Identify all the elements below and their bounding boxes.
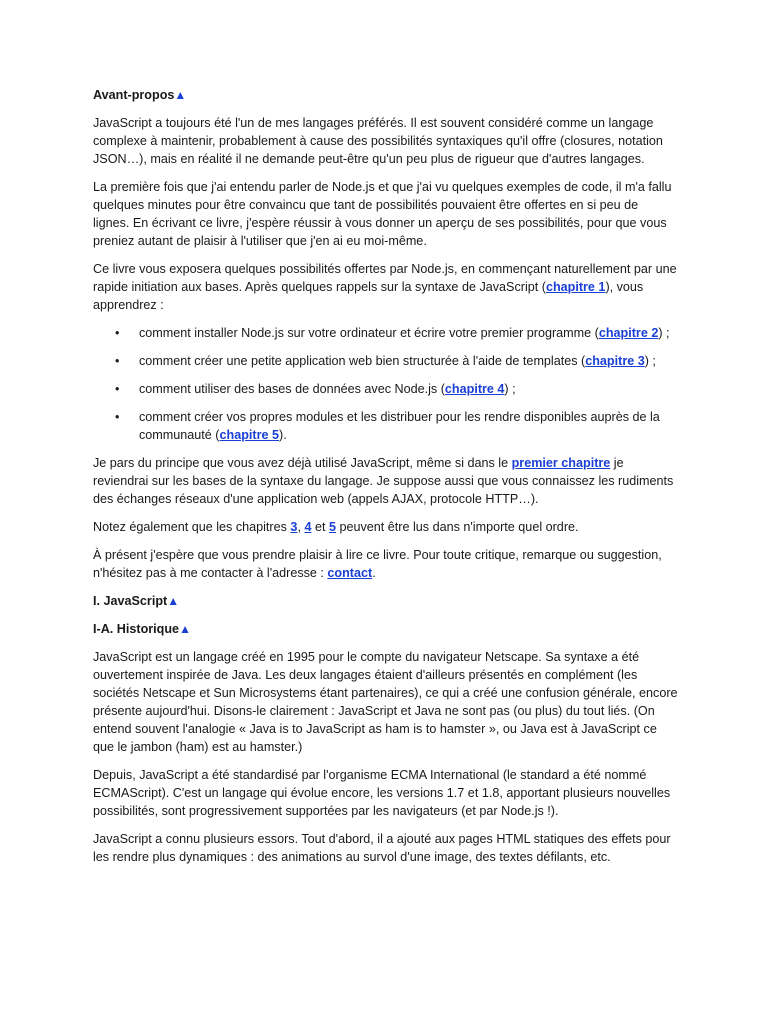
paragraph xyxy=(93,518,678,536)
bullet-icon: • xyxy=(115,354,120,368)
back-to-top-arrow-icon[interactable]: ▲ xyxy=(167,594,180,608)
list-item xyxy=(115,380,678,398)
bullet-icon: • xyxy=(115,326,120,340)
paragraph: Depuis, JavaScript a été standardisé par l'organisme ECMA International (le standard a été nommé ECMAScript). C'est un langage qui évolue encore, les versions 1.7 et 1.8, apportant plusieurs nouvelles possibilités, sont progressivement supportées par les navigateurs (et par Node.js !). xyxy=(93,768,671,818)
text: ), vous apprendrez : xyxy=(93,280,644,312)
heading-historique xyxy=(93,620,678,638)
link-chapitre-4[interactable]: chapitre 4 xyxy=(444,382,505,396)
text: peuvent être lus dans n'importe quel ordre. xyxy=(335,520,579,534)
text: ) ; xyxy=(658,326,670,340)
paragraph: JavaScript a toujours été l'un de mes langages préférés. Il est souvent considéré comme un langage complexe à maintenir, probablement à cause des possibilités syntaxiques qu'il offre (closures, notation JSON…), mais en réalité il ne demande peut-être qu'un peu plus de rigueur que d'autres langages. xyxy=(93,116,663,166)
link-chapitre-3[interactable]: chapitre 3 xyxy=(585,354,645,368)
text: Je pars du principe que vous avez déjà utilisé JavaScript, même si dans le xyxy=(93,456,512,470)
paragraph: JavaScript est un langage créé en 1995 pour le compte du navigateur Netscape. Sa syntaxe a été ouvertement inspirée de Java. Les deux langages étaient d'ailleurs présentés en complément (les sociétés Netscape et Sun Microsystems étant partenaires), ce qui a créé une confusion générale, encore présente aujourd'hui. Disons-le clairement : JavaScript et Java ne sont pas (ou plus) du tout liés. (On entend souvent l'analogie « Java is to JavaScript as ham is to hamster », ou Java est à JavaScript ce que le jambon (ham) est au hamster.) xyxy=(93,650,678,754)
text: , xyxy=(297,520,305,534)
text: ). xyxy=(279,428,287,442)
list-item xyxy=(115,352,678,370)
heading-text: I. JavaScript xyxy=(93,594,168,608)
text: Ce livre vous exposera quelques possibilités offertes par Node.js, en commençant naturellement par une rapide initiation aux bases. Après quelques rappels sur la syntaxe de JavaScript ( xyxy=(93,262,677,294)
heading-javascript xyxy=(93,592,678,610)
text: ) ; xyxy=(504,382,516,396)
list-item xyxy=(115,324,678,342)
link-chapitre-5[interactable]: chapitre 5 xyxy=(219,428,279,442)
link-chapitre-4-short[interactable]: 4 xyxy=(304,520,312,534)
paragraph: La première fois que j'ai entendu parler de Node.js et que j'ai vu quelques exemples de code, il m'a fallu quelques minutes pour être convaincu que tant de possibilités pouvaient être offertes en si peu de lignes. En écrivant ce livre, j'espère réussir à vous donner un aperçu de ses possibilités, pour que vous preniez autant de plaisir à l'utiliser que j'en ai eu moi-même. xyxy=(93,180,672,248)
text: comment créer vos propres modules et les distribuer pour les rendre disponibles auprès de la communauté ( xyxy=(139,410,660,442)
chapter-list xyxy=(93,324,678,444)
text: . xyxy=(372,566,376,580)
link-chapitre-5-short[interactable]: 5 xyxy=(328,520,336,534)
back-to-top-arrow-icon[interactable]: ▲ xyxy=(174,88,187,102)
text: je reviendrai sur les bases de la syntaxe du langage. Je suppose aussi que vous connaissez les rudiments des échanges réseaux d'une application web (appels AJAX, protocole HTTP…). xyxy=(93,456,674,506)
paragraph xyxy=(93,454,678,508)
list-item xyxy=(115,408,678,444)
heading-text: Avant-propos xyxy=(93,88,175,102)
paragraph xyxy=(93,260,678,314)
link-contact[interactable]: contact xyxy=(327,566,373,580)
heading-text: I-A. Historique xyxy=(93,622,180,636)
text: À présent j'espère que vous prendre plaisir à lire ce livre. Pour toute critique, remarque ou suggestion, n'hésitez pas à me contacter à l'adresse : xyxy=(93,548,662,580)
heading-avant-propos xyxy=(93,86,678,104)
paragraph: JavaScript a connu plusieurs essors. Tout d'abord, il a ajouté aux pages HTML statiques des effets pour les rendre plus dynamiques : des animations au survol d'une image, des textes défilants, etc. xyxy=(93,832,671,864)
link-chapitre-2[interactable]: chapitre 2 xyxy=(598,326,659,340)
text: et xyxy=(311,520,329,534)
link-chapitre-1[interactable]: chapitre 1 xyxy=(545,280,606,294)
bullet-icon: • xyxy=(115,410,120,424)
back-to-top-arrow-icon[interactable]: ▲ xyxy=(179,622,191,636)
text: comment installer Node.js sur votre ordinateur et écrire votre premier programme ( xyxy=(139,326,599,340)
text: comment utiliser des bases de données avec Node.js ( xyxy=(139,382,445,396)
bullet-icon: • xyxy=(115,382,120,396)
link-premier-chapitre[interactable]: premier chapitre xyxy=(511,456,611,470)
text: ) ; xyxy=(644,354,656,368)
text: comment créer une petite application web bien structurée à l'aide de templates ( xyxy=(139,354,586,368)
text: Notez également que les chapitres xyxy=(93,520,291,534)
paragraph xyxy=(93,546,678,582)
link-chapitre-3-short[interactable]: 3 xyxy=(290,520,298,534)
